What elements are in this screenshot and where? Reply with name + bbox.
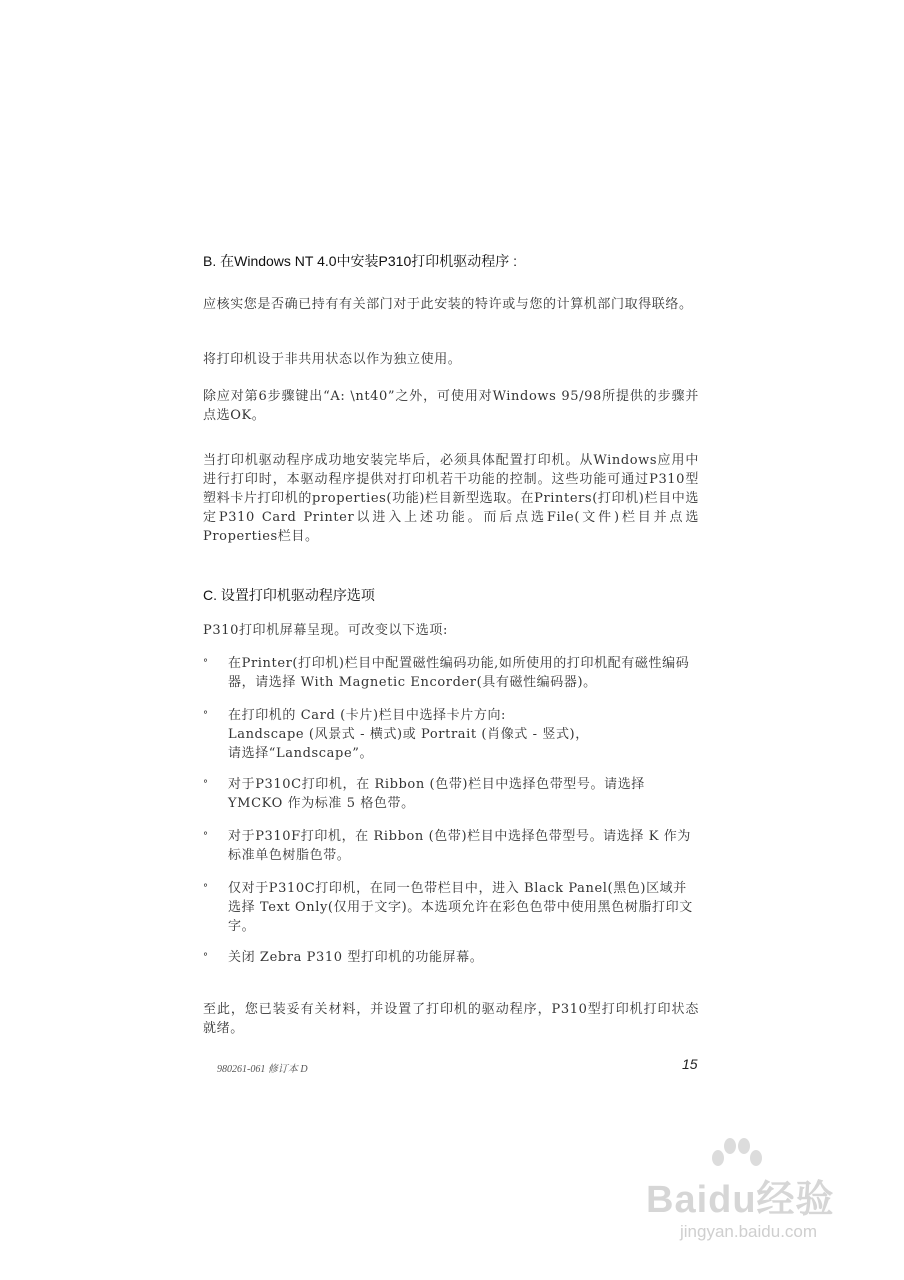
- bullet-mark: °: [203, 952, 209, 963]
- bullet-text: 请选择“Landscape”。: [228, 746, 374, 761]
- bullet-text: 对于P310F打印机，在 Ribbon (色带)栏目中选择色带型号。请选择 K 作为标准单色树脂色带。: [228, 829, 691, 863]
- bullet-item: [203, 706, 699, 763]
- watermark-logo: Baidu经验: [646, 1179, 835, 1221]
- bullet-text: 在打印机的 Card (卡片)栏目中选择卡片方向:: [228, 708, 507, 723]
- bullet-text: Landscape (风景式 - 横式)或 Portrait (肖像式 - 竖式)，: [228, 727, 589, 742]
- bullet-text: 对于P310C打印机，在 Ribbon (色带)栏目中选择色带型号。请选择 YMCKO 作为标准 5 格色带。: [228, 777, 645, 811]
- bullet-text: 在Printer(打印机)栏目中配置磁性编码功能,如所使用的打印机配有磁性编码器，请选择 With Magnetic Encorder(具有磁性编码器)。: [228, 656, 690, 690]
- watermark-url: jingyan.baidu.com: [680, 1222, 818, 1241]
- bullet-item: [203, 827, 699, 865]
- bullet-item: [203, 879, 699, 936]
- bullet-mark: °: [203, 710, 209, 721]
- bullet-mark: °: [203, 831, 209, 842]
- section-c-heading: C. 设置打印机驱动程序选项: [203, 587, 375, 603]
- bullet-item: [203, 654, 699, 692]
- paragraph-permission: 应核实您是否确已持有有关部门对于此安装的特许或与您的计算机部门取得联络。: [203, 297, 693, 312]
- bullet-item: [203, 948, 699, 967]
- paragraph-configure: 当打印机驱动程序成功地安装完毕后，必须具体配置打印机。从Windows应用中进行打印时，本驱动程序提供对打印机若干功能的控制。这些功能可通过P310型塑料卡片打印机的properties(功能)栏目新型选取。在Printers(打印机)栏目中选定P310 Card Printer以进入上述功能。而后点选File(文件)栏目并点选Properties栏目。: [203, 453, 699, 544]
- bullet-text: 仅对于P310C打印机，在同一色带栏目中，进入 Black Panel(黑色)区域并选择 Text Only(仅用于文字)。本选项允许在彩色色带中使用黑色树脂打印文字。: [228, 881, 693, 934]
- bullet-text: 关闭 Zebra P310 型打印机的功能屏幕。: [228, 950, 484, 965]
- page-number: 15: [682, 1056, 698, 1072]
- paragraph-step6: 除应对第6步骤键出“A: \nt40”之外，可使用对Windows 95/98所提供的步骤并点选OK。: [203, 389, 699, 423]
- bullet-mark: °: [203, 883, 209, 894]
- bullet-item: [203, 775, 699, 813]
- bullet-mark: °: [203, 779, 209, 790]
- bullet-mark: °: [203, 658, 209, 669]
- footer-doc-code: 980261-061 修订本 D: [217, 1064, 308, 1075]
- paragraph-closing: 至此，您已装妥有关材料，并设置了打印机的驱动程序，P310型打印机打印状态就绪。: [203, 1002, 699, 1036]
- paragraph-intro: P310打印机屏幕呈现。可改变以下选项:: [203, 623, 448, 638]
- section-b-heading: B. 在Windows NT 4.0中安装P310打印机驱动程序 :: [203, 253, 518, 269]
- paragraph-standalone: 将打印机设于非共用状态以作为独立使用。: [203, 352, 462, 367]
